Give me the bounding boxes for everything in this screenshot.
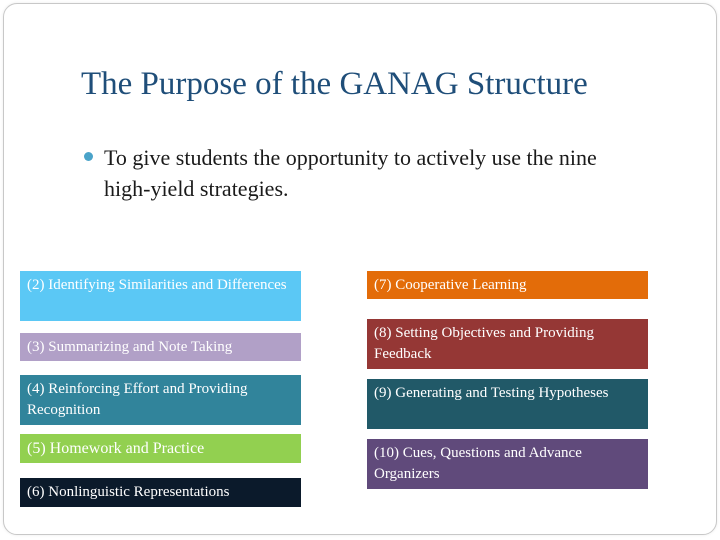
strategy-box-6: (6) Nonlinguistic Representations <box>20 478 301 507</box>
bullet-item <box>84 142 644 204</box>
strategy-box-9: (9) Generating and Testing Hypotheses <box>367 379 648 429</box>
slide-title: The Purpose of the GANAG Structure <box>81 66 588 102</box>
strategy-box-10: (10) Cues, Questions and Advance Organizers <box>367 439 648 489</box>
strategy-box-7: (7) Cooperative Learning <box>367 271 648 299</box>
strategy-box-4: (4) Reinforcing Effort and Providing Recognition <box>20 375 301 425</box>
strategy-box-8: (8) Setting Objectives and Providing Feedback <box>367 319 648 369</box>
bullet-dot-icon <box>84 152 93 161</box>
strategy-box-5: (5) Homework and Practice <box>20 434 301 463</box>
strategy-box-2: (2) Identifying Similarities and Differences <box>20 271 301 321</box>
strategy-box-3: (3) Summarizing and Note Taking <box>20 333 301 361</box>
slide <box>3 3 717 535</box>
bullet-text: To give students the opportunity to actively use the nine high-yield strategies. <box>104 145 597 201</box>
